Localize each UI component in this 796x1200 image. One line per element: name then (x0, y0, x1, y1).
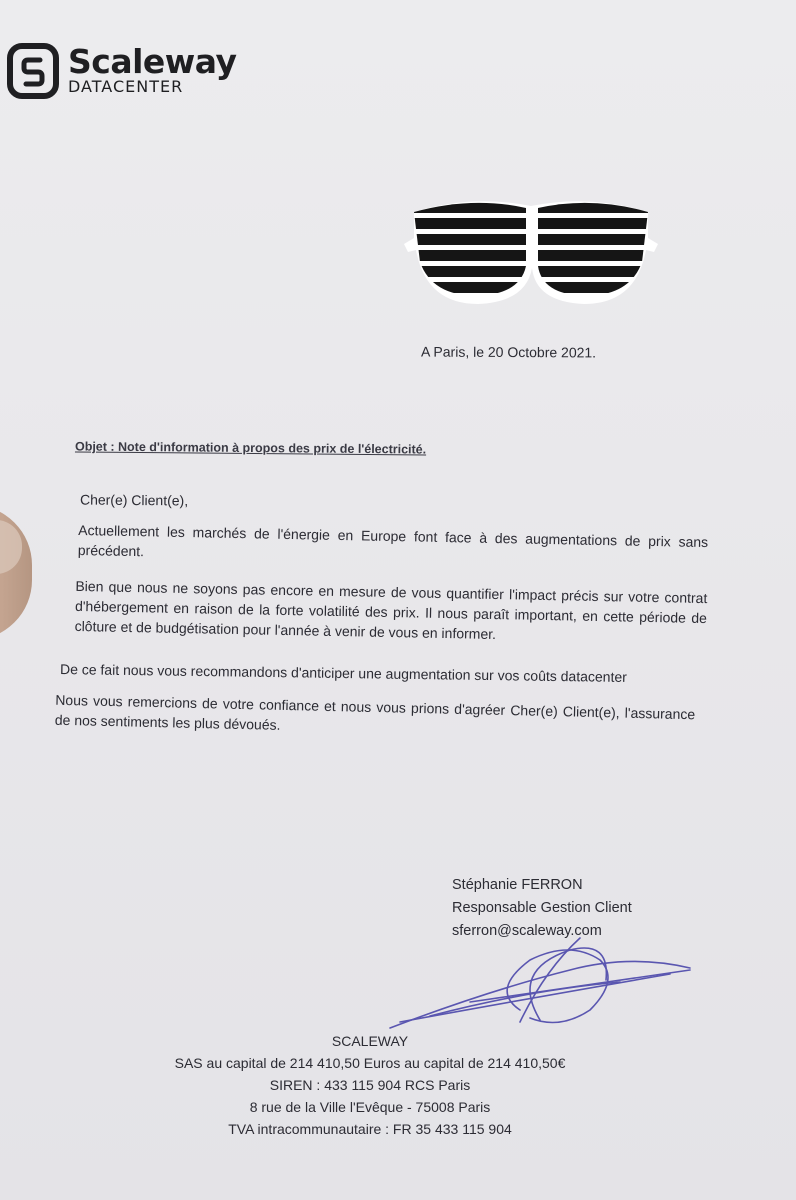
letterhead-logo (6, 40, 237, 100)
greeting: Cher(e) Client(e), (79, 491, 189, 509)
closing-paragraph: Nous vous remercions de votre confiance et nous vous prions d'agréer Cher(e) Client(e), l'assurance de nos sentiments les plus dévoués. (54, 691, 696, 733)
footer-capital: SAS au capital de 214 410,50 Euros au capital de 214 410,50€ (174, 1055, 566, 1071)
footer-siren: SIREN : 433 115 904 RCS Paris (269, 1077, 471, 1093)
footer-tva: TVA intracommunautaire : FR 35 433 115 904 (228, 1121, 512, 1137)
scaleway-logo-icon (6, 40, 60, 100)
body-paragraph: De ce fait nous vous recommandons d'anticiper une augmentation sur vos coûts datacenter (59, 661, 627, 685)
footer-company: SCALEWAY (331, 1033, 409, 1049)
signatory-name: Stéphanie FERRON (452, 877, 583, 893)
shutter-shades-sticker-icon (402, 188, 660, 314)
body-paragraph: Bien que nous ne soyons pas encore en mesure de vous quantifier l'impact précis sur votre contrat d'hébergement en raison de la forte volatilité des prix. Il nous paraît important, en cette période de clôture et de budgétisation pour l'année à venir de vous en informer. (74, 577, 708, 643)
signatory-title: Responsable Gestion Client (452, 900, 632, 916)
subject-line: Objet : Note d'information à propos des prix de l'électricité. (74, 439, 427, 457)
brand-subtitle: DATACENTER (68, 77, 184, 96)
company-footer (160, 1030, 580, 1140)
handwritten-signature (370, 930, 700, 1035)
date-line: A Paris, le 20 Octobre 2021. (420, 343, 597, 361)
signatory-email: sferron@scaleway.com (452, 923, 602, 939)
brand-name: Scaleway (68, 42, 237, 81)
footer-address: 8 rue de la Ville l'Evêque - 75008 Paris (249, 1099, 491, 1115)
body-paragraph: Actuellement les marchés de l'énergie en Europe font face à des augmentations de prix sans précédent. (77, 521, 709, 560)
